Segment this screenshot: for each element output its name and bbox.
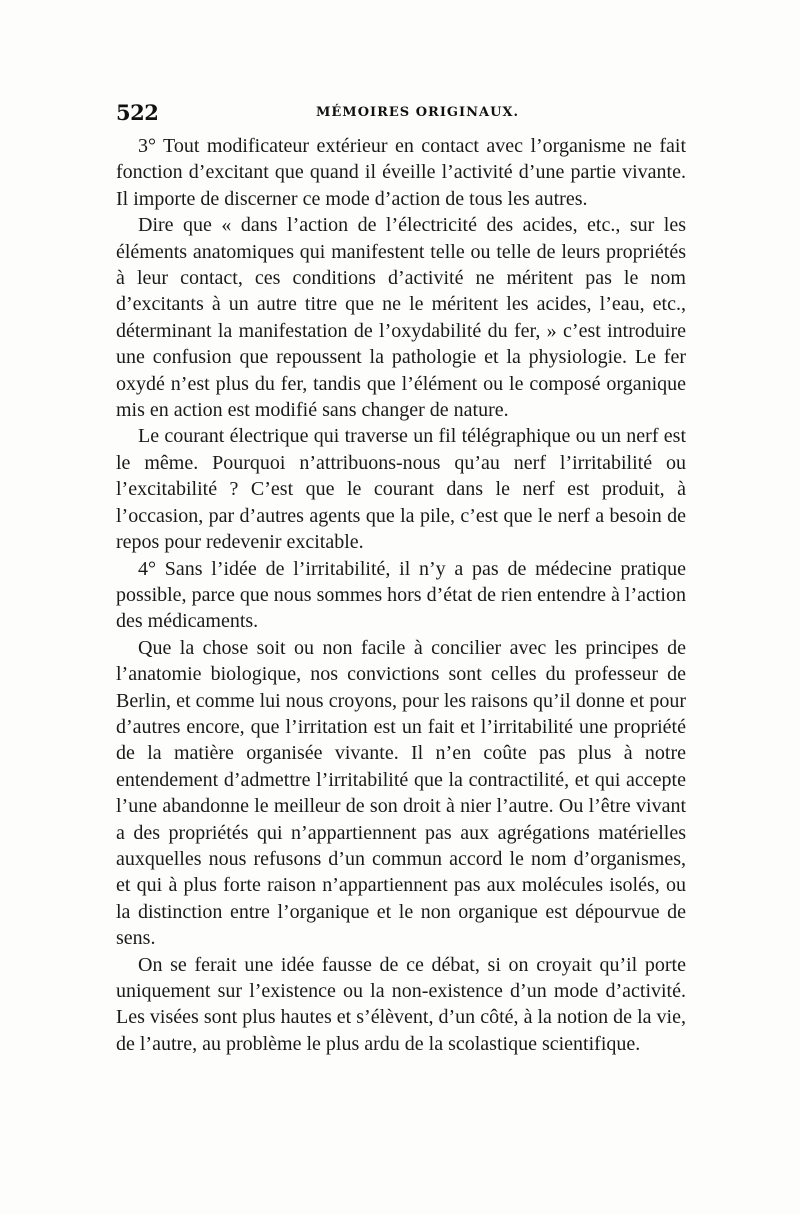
paragraph: Le courant électrique qui traverse un fil télégraphique ou un nerf est le même. Pourquoi n’attribuons-nous qu’au nerf l’irritabilité ou l’excitabilité ? C’est que le courant dans le nerf est produit, à l’occasion, par d’autres agents que la pile, c’est que le nerf a besoin de repos pour redevenir excitable. — [116, 425, 686, 554]
paragraph: 4° Sans l’idée de l’irritabilité, il n’y a pas de médecine pratique possible, parce que nous sommes hors d’état de rien entendre à l’action des médicaments. — [116, 557, 686, 633]
page-number: 522 — [116, 100, 159, 125]
paragraph: On se ferait une idée fausse de ce débat, si on croyait qu’il porte uniquement sur l’existence ou la non-existence d’un mode d’activité. Les visées sont plus hautes et s’élèvent, d’un côté, à la notion de la vie, de l’autre, au problème le plus ardu de la scolastique scientifique. — [116, 953, 686, 1055]
page-header — [116, 100, 686, 128]
paragraph: Que la chose soit ou non facile à concilier avec les principes de l’anatomie biologique, nos convictions sont celles du professeur de Berlin, et comme lui nous croyons, pour les raisons qu’il donne et pour d’autres encore, que l’irritation est un fait et l’irritabilité une propriété de la matière organisée vivante. Il n’en coûte pas plus à notre entendement d’admettre l’irritabilité que la contractilité, et qui accepte l’une abandonne le meilleur de son droit à nier l’autre. Ou l’être vivant a des propriétés qui n’appartiennent pas aux agrégations matérielles auxquelles nous refusons d’un commun accord le nom d’organismes, et qui à plus forte raison n’appartiennent pas aux molécules isolés, ou la distinction entre l’organique et le non organique est dépourvue de sens. — [116, 636, 686, 950]
body-text — [116, 133, 686, 1057]
paragraph: 3° Tout modificateur extérieur en contact avec l’organisme ne fait fonction d’excitant que quand il éveille l’activité d’une partie vivante. Il importe de discerner ce mode d’action de tous les autres. — [116, 135, 686, 210]
running-title: MÉMOIRES ORIGINAUX. — [316, 105, 520, 120]
paragraph: Dire que « dans l’action de l’électricité des acides, etc., sur les éléments anatomiques qui manifestent telle ou telle de leurs propriétés à leur contact, ces conditions d’activité ne méritent pas le nom d’excitants à un autre titre que ne le méritent les acides, l’eau, etc., déterminant la manifestation de l’oxydabilité du fer, » c’est introduire une confusion que repoussent la pathologie et la physiologie. Le fer oxydé n’est plus du fer, tandis que l’élément ou le composé organique mis en action est modifié sans changer de nature. — [116, 214, 686, 422]
